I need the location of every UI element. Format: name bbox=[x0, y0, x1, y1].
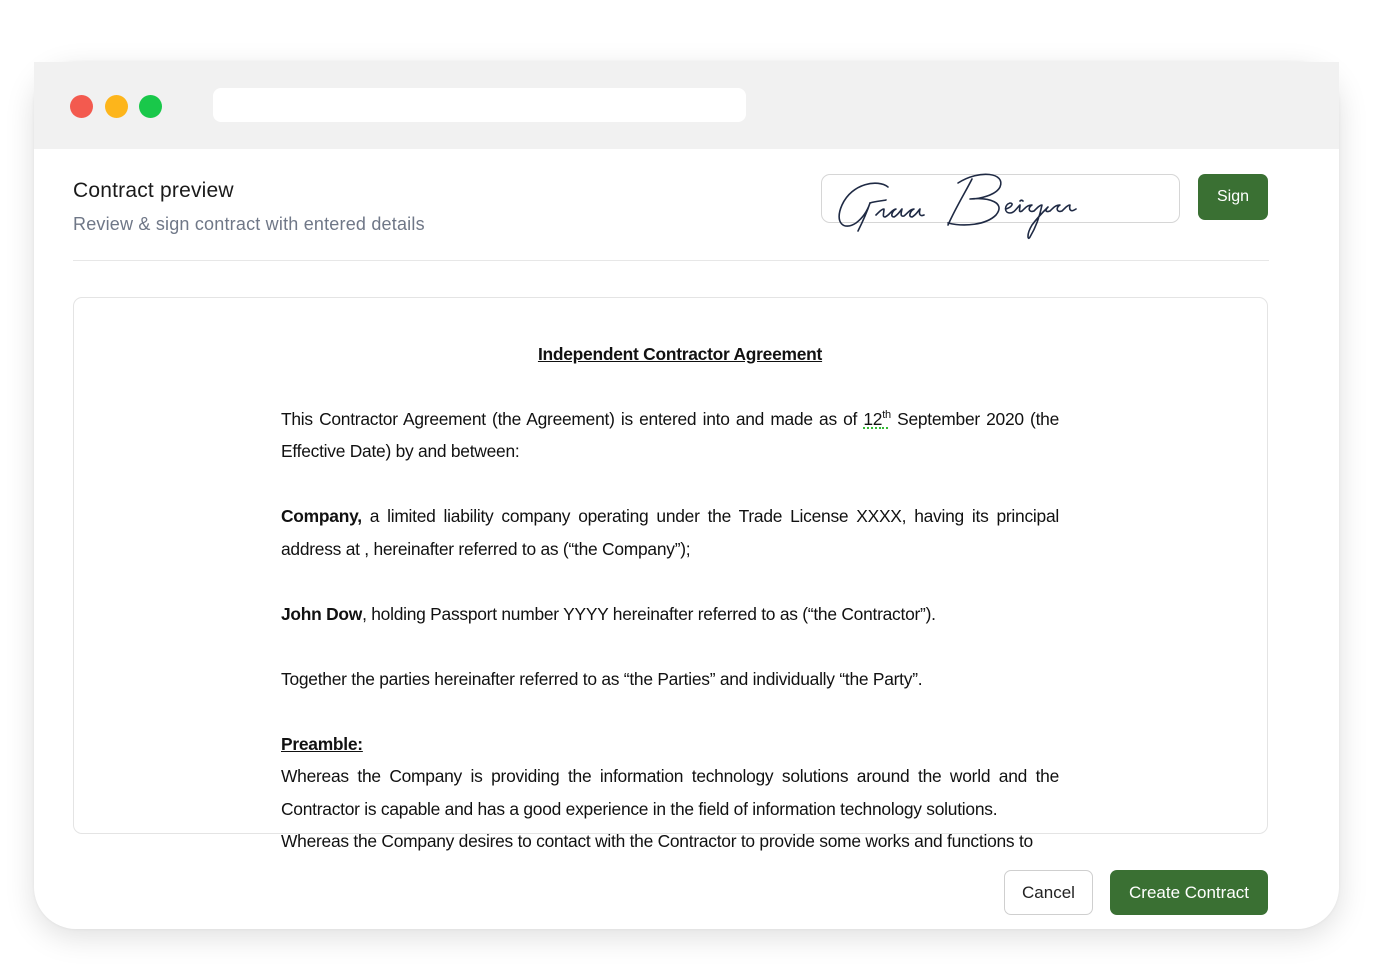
preamble-paragraph-1: Whereas the Company is providing the information technology solutions around the world and the Contractor is capable and has a good experience in the field of information technology solutions. bbox=[281, 766, 1059, 819]
company-paragraph bbox=[281, 500, 1059, 565]
app-window bbox=[34, 62, 1339, 929]
intro-day-suffix: th bbox=[882, 408, 891, 421]
intro-day-number: 12 bbox=[863, 408, 883, 429]
intro-day bbox=[863, 409, 891, 429]
page-title: Contract preview bbox=[73, 179, 234, 202]
contractor-paragraph bbox=[281, 598, 1059, 631]
contract-body bbox=[281, 338, 1059, 858]
address-bar[interactable] bbox=[213, 88, 746, 122]
header-divider bbox=[73, 260, 1269, 261]
contractor-text: , holding Passport number YYYY hereinafter referred to as (“the Contractor”). bbox=[362, 603, 936, 624]
create-contract-button[interactable]: Create Contract bbox=[1110, 870, 1268, 915]
contract-document[interactable] bbox=[73, 297, 1268, 851]
preamble-heading: Preamble: bbox=[281, 733, 363, 754]
contract-title: Independent Contractor Agreement bbox=[537, 344, 823, 364]
contractor-label: John Dow bbox=[281, 603, 363, 624]
page-subtitle: Review & sign contract with entered details bbox=[73, 214, 425, 234]
preamble-paragraph-2: Whereas the Company desires to contact with the Contractor to provide some works and functions to bbox=[281, 831, 1033, 851]
parties-paragraph: Together the parties hereinafter referred to as “the Parties” and individually “the Party”. bbox=[281, 668, 923, 689]
intro-text: This Contractor Agreement (the Agreement) is entered into and made as of bbox=[281, 408, 864, 429]
close-window-icon[interactable] bbox=[70, 95, 93, 118]
intro-text-end: September 2020 (the Effective Date) by and between: bbox=[281, 408, 1059, 461]
signature-field[interactable] bbox=[821, 174, 1180, 223]
window-titlebar bbox=[34, 62, 1339, 149]
minimize-window-icon[interactable] bbox=[105, 95, 128, 118]
company-text: a limited liability company operating under the Trade License XXXX, having its principal address at , hereinafter referred to as (“the Company”); bbox=[281, 506, 1059, 559]
intro-paragraph bbox=[281, 403, 1059, 468]
company-label: Company, bbox=[281, 506, 362, 526]
maximize-window-icon[interactable] bbox=[139, 95, 162, 118]
sign-button[interactable]: Sign bbox=[1198, 174, 1268, 220]
cancel-button[interactable]: Cancel bbox=[1004, 870, 1093, 915]
signature-image bbox=[830, 165, 1120, 245]
